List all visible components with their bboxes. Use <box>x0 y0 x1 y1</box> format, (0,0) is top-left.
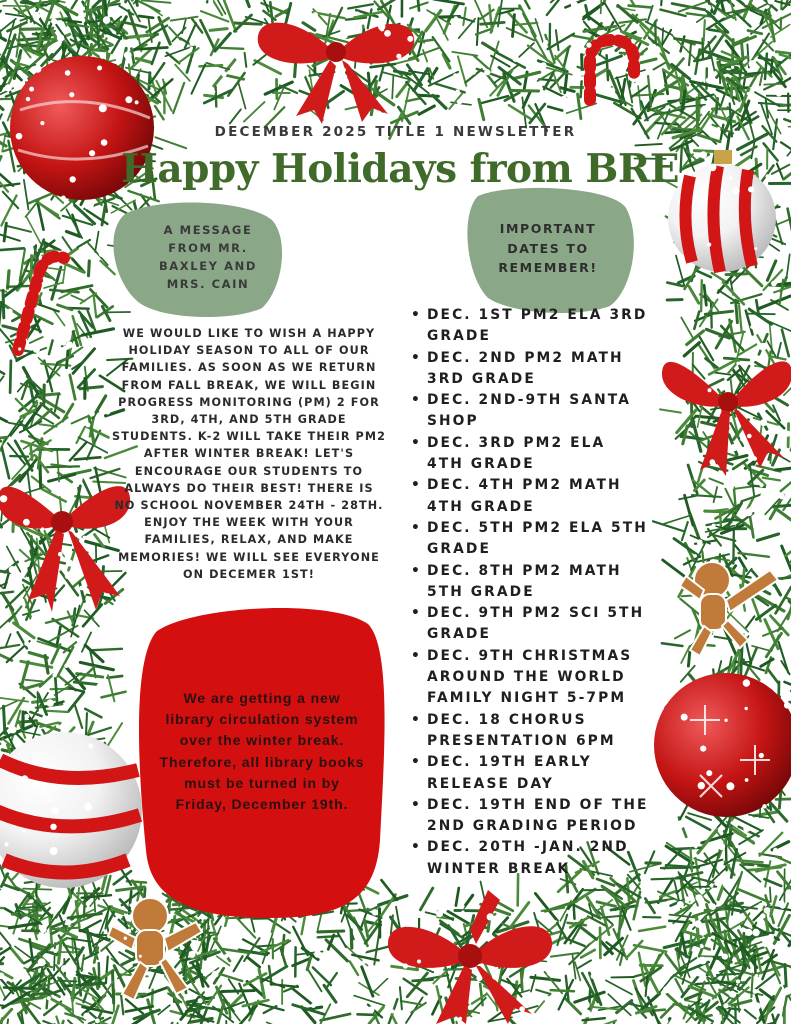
newsletter-header: DECEMBER 2025 TITLE 1 NEWSLETTER <box>214 124 577 140</box>
date-item: • DEC. 19TH END OF THE 2ND GRADING PERIOD <box>409 795 649 838</box>
date-item: • DEC. 9TH PM2 SCI 5TH GRADE <box>409 603 649 646</box>
dates-heading: IMPORTANT DATES TO REMEMBER! <box>498 221 598 275</box>
date-item: • DEC. 20TH -JAN. 2ND WINTER BREAK <box>409 837 649 880</box>
message-heading: A MESSAGE FROM MR. BAXLEY AND MRS. CAIN <box>158 223 258 291</box>
principal-message <box>112 325 386 583</box>
date-item: • DEC. 8TH PM2 MATH 5TH GRADE <box>409 561 649 604</box>
date-item: • DEC. 4TH PM2 MATH 4TH GRADE <box>409 475 649 518</box>
ornament-ball-right-snowflake <box>654 673 791 817</box>
date-item: • DEC. 18 CHORUS PRESENTATION 6PM <box>409 710 649 753</box>
ornament-ball-bottom-left-striped <box>0 732 142 888</box>
date-item: • DEC. 3RD PM2 ELA 4TH GRADE <box>409 433 649 476</box>
important-dates-list <box>409 305 649 880</box>
page-title: Happy Holidays from BRE <box>121 146 679 192</box>
date-item: • DEC. 5TH PM2 ELA 5TH GRADE <box>409 518 649 561</box>
date-item: • DEC. 1ST PM2 ELA 3RD GRADE <box>409 305 649 348</box>
date-item: • DEC. 9TH CHRISTMAS AROUND THE WORLD FAMILY NIGHT 5-7PM <box>409 646 649 710</box>
date-item: • DEC. 2ND PM2 MATH 3RD GRADE <box>409 348 649 391</box>
date-item: • DEC. 19TH EARLY RELEASE DAY <box>409 752 649 795</box>
library-notice: We are getting a new library circulation system over the winter break. Therefore, all library books must be turned in by Friday, December 19th. <box>159 690 365 813</box>
date-item: • DEC. 2ND-9TH SANTA SHOP <box>409 390 649 433</box>
message-body: WE WOULD LIKE TO WISH A HAPPY HOLIDAY SEASON TO ALL OF OUR FAMILIES. AS SOON AS WE RETURN FROM FALL BREAK, WE WILL BEGIN PROGRESS MONITORING (PM) 2 FOR 3RD, 4TH, AND 5TH GRADE STUDENTS. K-2 WILL TAKE THEIR PM2 AFTER WINTER BREAK! LET'S ENCOURAGE OUR STUDENTS TO ALWAYS DO THEIR BEST! THERE IS NO SCHOOL NOVEMBER 24TH - 28TH. ENJOY THE WEEK WITH YOUR FAMILIES, RELAX, AND MAKE MEMORIES! WE WILL SEE EVERYONE ON DECEMER 1ST! <box>112 327 386 581</box>
